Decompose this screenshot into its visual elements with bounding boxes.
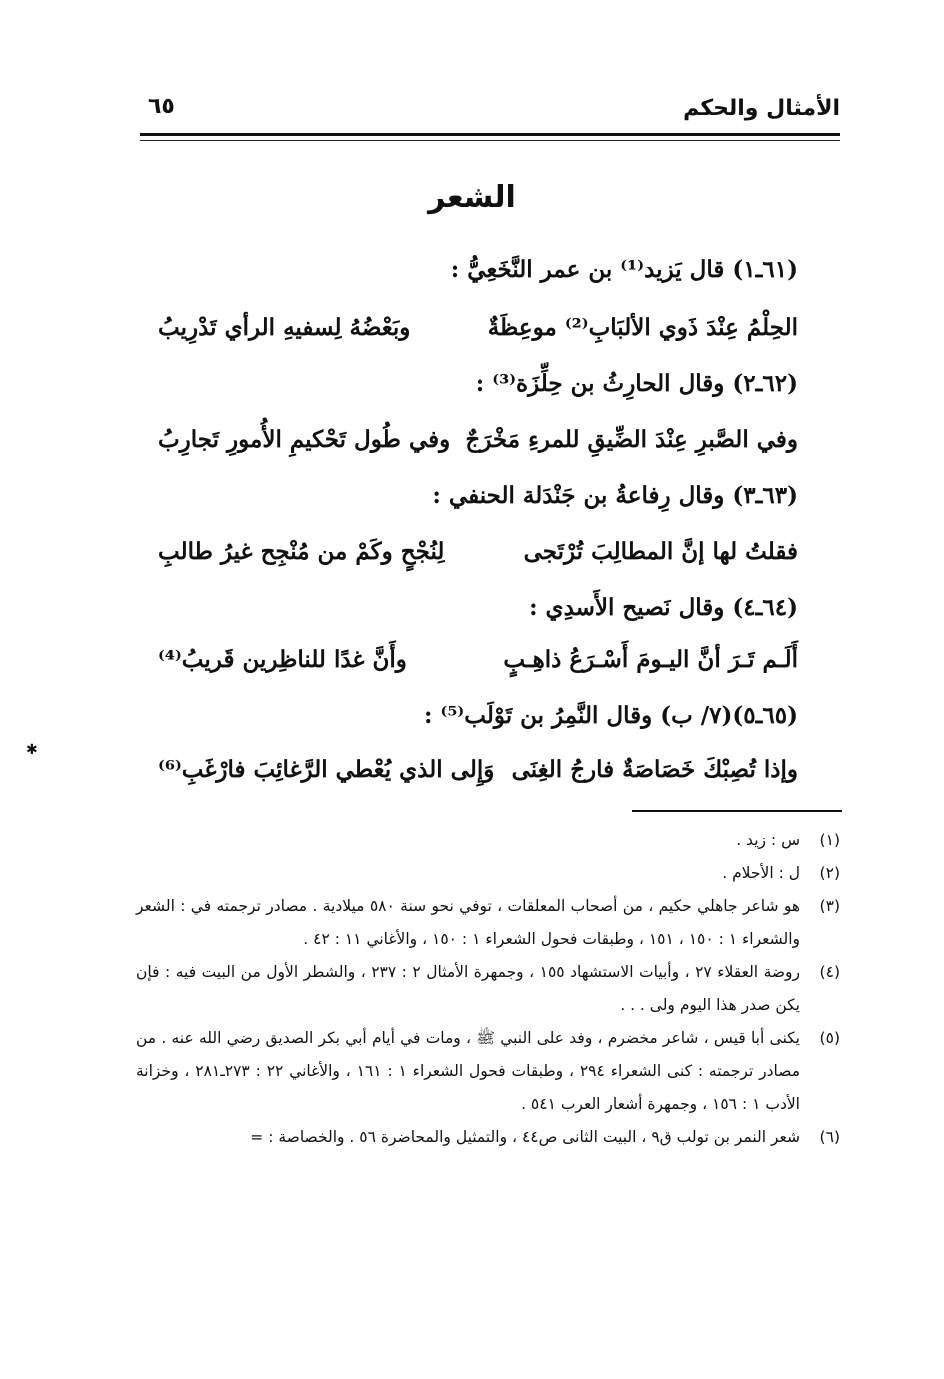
footnote-number: (٢) [819,864,840,882]
footnote-number: (١) [819,831,840,849]
verse-first-hemistich: أَلَـم تَـرَ أنَّ اليـومَ أَسْـرَعُ ذاهِـبٍ [503,646,798,673]
verse-first-hemistich: وفي الصَّبرِ عِنْدَ الضِّيقِ للمرءِ مَخْرَجٌ [465,426,798,453]
footnote-number: (٣) [819,897,840,915]
entry-intro: (٦١ـ١) قال يَزيد⁽¹⁾ بن عمر النَّخَعِيُّ : [450,256,798,283]
footnote-number: (٤) [819,963,840,981]
header-rule-thick [140,133,840,136]
entry-intro: (٦٢ـ٢) وقال الحارِثُ بن حِلِّزَة⁽³⁾ : [475,370,798,397]
entry-intro: (٦٣ـ٣) وقال رِفاعةُ بن جَنْدَلة الحنفي : [432,482,798,509]
footnote [136,857,840,890]
margin-mark: ✱ [26,742,38,758]
verse-line [158,646,798,673]
verse-line [158,314,798,341]
verse-first-hemistich: فقلتُ لها إنَّ المطالِبَ تُرْتَجى [523,538,798,565]
footnote [136,1121,840,1154]
verse-line [158,426,798,453]
verse-second-hemistich: وأَنَّ غدًا للناظِرين قَريبُ⁽⁴⁾ [158,646,407,673]
footnote [136,956,840,1022]
footnote-rule [632,810,842,812]
footnote-text: هو شاعر جاهلي حكيم ، من أصحاب المعلقات ، توفي نحو سنة ٥٨٠ ميلادية . مصادر ترجمته في : الشعر والشعراء ١ : ١٥٠ ، ١٥١ ، وطبقات فحول الشعراء ١ : ١٥٠ ، والأغاني ١١ : ٤٢ . [136,897,800,948]
entry-intro: (٦٤ـ٤) وقال نَصيح الأَسدِي : [529,594,798,621]
page-number: ٦٥ [148,94,175,119]
verse-line [158,756,798,783]
verse-first-hemistich: الحِلْمُ عِنْدَ ذَوي الألبَابِ⁽²⁾ موعِظَةٌ [487,314,798,341]
section-title: الشعر [428,180,516,215]
verse-first-hemistich: وإذا تُصِبْكَ خَصَاصَةٌ فارجُ الغِنَى [511,756,798,783]
verse-line [158,538,798,565]
verse-second-hemistich: وفي طُول تَحْكيمِ الأُمورِ تَجارِبُ [158,426,451,453]
footnotes [136,824,840,1154]
footnote [136,1022,840,1121]
footnote-text: ل : الأحلام . [722,864,800,882]
verse-second-hemistich: وبَعْضُهُ لِسفيهِ الرأي تَدْرِيبُ [158,314,411,341]
verse-second-hemistich: لِنُجْحٍ وكَمْ من مُنْجِح غيرُ طالبِ [158,538,445,565]
verse-second-hemistich: وَإِلى الذي يُعْطي الرَّغائِبَ فارْغَبِ⁽⁶⁾ [158,756,495,783]
footnote-text: س : زيد . [736,831,800,849]
footnote [136,824,840,857]
footnote-number: (٦) [819,1128,840,1146]
footnote [136,890,840,956]
entry-intro: (٦٥ـ٥)(٧/ ب) وقال النَّمِرُ بن تَوْلَب⁽⁵⁾ : [423,702,798,729]
footnote-text: يكنى أبا قيس ، شاعر مخضرم ، وفد على النبي ﷺ ، ومات في أيام أبي بكر الصديق رضي الله عنه . من مصادر ترجمته : كنى الشعراء ٢٩٤ ، وطبقات فحول الشعراء ١ : ١٦١ ، والأغاني ٢٢ : ٢٧٣ـ٢٨١ ، وخزانة الأدب ١ : ١٥٦ ، وجمهرة أشعار العرب ٥٤١ . [136,1029,800,1113]
footnote-text: روضة العقلاء ٢٧ ، وأبيات الاستشهاد ١٥٥ ، وجمهرة الأمثال ٢ : ٢٣٧ ، والشطر الأول من البيت فيه : فإن يكن صدر هذا اليوم ولى . . . [136,963,801,1014]
header-rule-thin [140,140,840,141]
footnote-text: شعر النمر بن تولب ق٩ ، البيت الثانى ص٤٤ ، والتمثيل والمحاضرة ٥٦ . والخصاصة : = [250,1128,800,1146]
footnote-number: (٥) [819,1029,840,1047]
running-title: الأمثال والحكم [683,96,840,121]
